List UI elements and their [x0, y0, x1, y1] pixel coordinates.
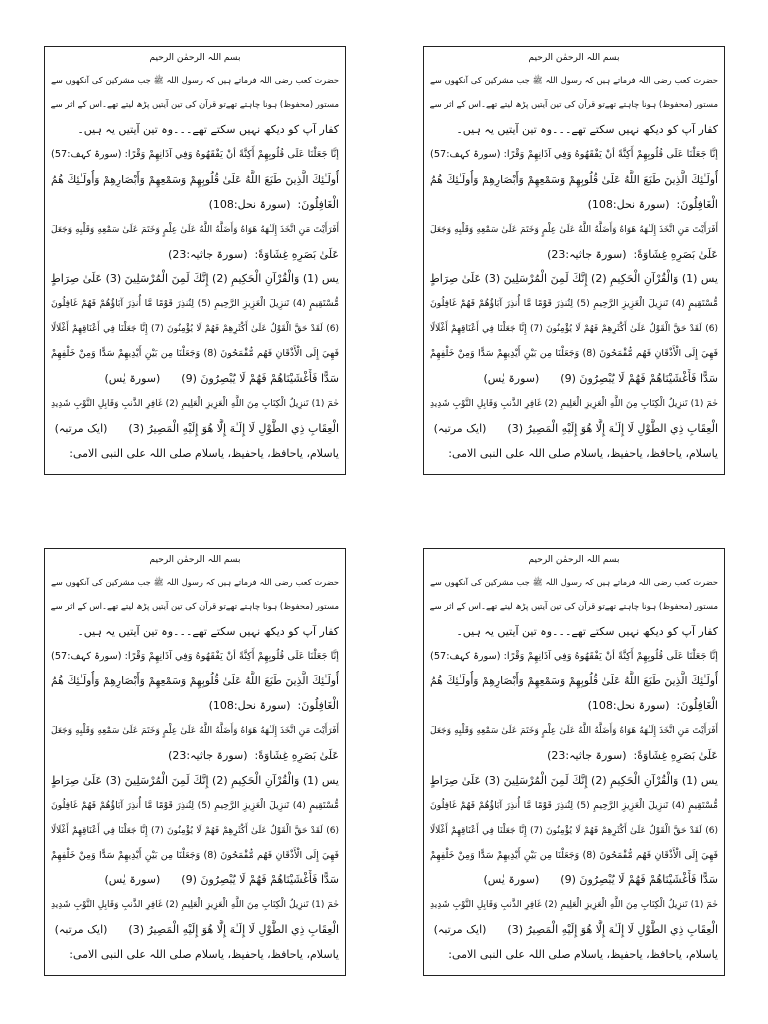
- verse-line: فَهِيَ إِلَى الْأَذْقَانِ فَهُم مُّقْمَحُونَ (8) وَجَعَلْنَا مِن بَيْنِ أَيْدِيهِمْ سَدًّا وَمِنْ خَلْفِهِمْ: [430, 849, 718, 861]
- verse-line: الْعِقَابِ ذِي الطَّوْلِ لَا إِلَـٰهَ إِلَّا هُوَ إِلَيْهِ الْمَصِيرُ (3) (ایک مرتبہ): [433, 422, 718, 436]
- bismillah-heading: بسم اللہ الرحمٰن الرحیم: [149, 555, 241, 565]
- verse-line: سَدًّا فَأَغْشَيْنَاهُمْ فَهُمْ لَا يُبْصِرُونَ (9) (سورۃ یٰس): [104, 873, 339, 887]
- verse-line: الْعِقَابِ ذِي الطَّوْلِ لَا إِلَـٰهَ إِلَّا هُوَ إِلَيْهِ الْمَصِيرُ (3) (ایک مرتبہ): [54, 422, 339, 436]
- text-line: کفار آپ کو دیکھ نہیں سکتے تھے۔۔۔وہ تین آیتیں یہ ہیں۔: [77, 122, 339, 136]
- bismillah-heading: بسم اللہ الرحمٰن الرحیم: [528, 53, 620, 63]
- verse-line: (6) لَقَدْ حَقَّ الْقَوْلُ عَلَىٰ أَكْثَرِهِمْ فَهُمْ لَا يُؤْمِنُونَ (7) إِنَّا جَعَلْنَا فِي أَعْنَاقِهِمْ أَغْلَالًا: [430, 324, 718, 335]
- text-line: کفار آپ کو دیکھ نہیں سکتے تھے۔۔۔وہ تین آیتیں یہ ہیں۔: [456, 122, 718, 136]
- text-line: حضرت کعب رضی اللہ فرماتے ہیں کہ رسول اللہ ﷺ جب مشرکین کی آنکھوں سے: [430, 74, 718, 85]
- verse-line: أَفَرَأَيْتَ مَنِ اتَّخَذَ إِلَـٰهَهُ هَوَاهُ وَأَضَلَّهُ اللَّهُ عَلَىٰ عِلْمٍ وَخَتَمَ عَلَىٰ سَمْعِهِ وَقَلْبِهِ وَجَعَلَ: [51, 726, 339, 737]
- verse-line: الْغَافِلُونَ: (سورۃ نحل:108): [587, 197, 718, 211]
- verse-line: حٰمٓ (1) تَنزِيلُ الْكِتَابِ مِنَ اللَّهِ الْعَزِيزِ الْعَلِيمِ (2) غَافِرِ الذَّنبِ وَقَابِلِ التَّوْبِ شَدِيدِ: [430, 399, 718, 410]
- verse-line: عَلَىٰ بَصَرِهِ غِشَاوَةً: (سورۃ جاثیہ:23): [547, 247, 718, 261]
- text-line: حضرت کعب رضی اللہ فرماتے ہیں کہ رسول اللہ ﷺ جب مشرکین کی آنکھوں سے: [51, 74, 339, 85]
- closing-line: یاسلام، یاحافظ، یاحفیظ، یاسلام صلی اللہ علی النبی الامی:: [448, 447, 718, 460]
- verse-line: (6) لَقَدْ حَقَّ الْقَوْلُ عَلَىٰ أَكْثَرِهِمْ فَهُمْ لَا يُؤْمِنُونَ (7) إِنَّا جَعَلْنَا فِي أَعْنَاقِهِمْ أَغْلَالًا: [51, 825, 339, 836]
- verse-line: يس (1) وَالْقُرْآنِ الْحَكِيمِ (2) إِنَّكَ لَمِنَ الْمُرْسَلِينَ (3) عَلَىٰ صِرَاطٍ: [51, 773, 339, 787]
- verse-line: أُولَـٰئِكَ الَّذِينَ طَبَعَ اللَّهُ عَلَىٰ قُلُوبِهِمْ وَسَمْعِهِمْ وَأَبْصَارِهِمْ وَأُولَـٰئِكَ هُمُ: [430, 674, 718, 688]
- text-line: مستور (محفوظ) ہونا چاہتے تھےتو قرآن کی تین آیتیں پڑھ لیتے تھے۔اس کے اثر سے: [51, 601, 339, 612]
- prayer-card-bottom-right: [423, 548, 725, 976]
- verse-line: عَلَىٰ بَصَرِهِ غِشَاوَةً: (سورۃ جاثیہ:23): [168, 749, 339, 762]
- bismillah-heading: بسم اللہ الرحمٰن الرحیم: [149, 53, 241, 63]
- closing-line: یاسلام، یاحافظ، یاحفیظ، یاسلام صلی اللہ علی النبی الامی:: [448, 948, 718, 961]
- bismillah-heading: بسم اللہ الرحمٰن الرحیم: [528, 555, 620, 565]
- verse-line: الْغَافِلُونَ: (سورۃ نحل:108): [587, 699, 718, 713]
- verse-line: أَفَرَأَيْتَ مَنِ اتَّخَذَ إِلَـٰهَهُ هَوَاهُ وَأَضَلَّهُ اللَّهُ عَلَىٰ عِلْمٍ وَخَتَمَ عَلَىٰ سَمْعِهِ وَقَلْبِهِ وَجَعَلَ: [430, 726, 718, 737]
- text-line: مستور (محفوظ) ہونا چاہتے تھےتو قرآن کی تین آیتیں پڑھ لیتے تھے۔اس کے اثر سے: [430, 601, 718, 612]
- verse-line: عَلَىٰ بَصَرِهِ غِشَاوَةً: (سورۃ جاثیہ:23): [168, 247, 339, 261]
- verse-line: أُولَـٰئِكَ الَّذِينَ طَبَعَ اللَّهُ عَلَىٰ قُلُوبِهِمْ وَسَمْعِهِمْ وَأَبْصَارِهِمْ وَأُولَـٰئِكَ هُمُ: [430, 172, 718, 186]
- verse-line: حٰمٓ (1) تَنزِيلُ الْكِتَابِ مِنَ اللَّهِ الْعَزِيزِ الْعَلِيمِ (2) غَافِرِ الذَّنبِ وَقَابِلِ التَّوْبِ شَدِيدِ: [51, 900, 339, 911]
- verse-line: مُّسْتَقِيمٍ (4) تَنزِيلَ الْعَزِيزِ الرَّحِيمِ (5) لِتُنذِرَ قَوْمًا مَّا أُنذِرَ آبَاؤُهُمْ فَهُمْ غَافِلُونَ: [430, 799, 718, 811]
- verse-line: الْغَافِلُونَ: (سورۃ نحل:108): [208, 699, 339, 713]
- verse-line: سَدًّا فَأَغْشَيْنَاهُمْ فَهُمْ لَا يُبْصِرُونَ (9) (سورۃ یٰس): [483, 873, 718, 887]
- prayer-card-top-right: [423, 46, 725, 475]
- verse-line: فَهِيَ إِلَى الْأَذْقَانِ فَهُم مُّقْمَحُونَ (8) وَجَعَلْنَا مِن بَيْنِ أَيْدِيهِمْ سَدًّا وَمِنْ خَلْفِهِمْ: [430, 348, 718, 360]
- verse-line: إنَّا جَعَلْنَا عَلَى قُلُوبِهِمْ أَكِنَّةً أنْ يَفْقَهُوهُ وَفِي آذَانِهِمْ وَقْرًا: (سورۃ کہف:57): [430, 650, 718, 662]
- verse-line: حٰمٓ (1) تَنزِيلُ الْكِتَابِ مِنَ اللَّهِ الْعَزِيزِ الْعَلِيمِ (2) غَافِرِ الذَّنبِ وَقَابِلِ التَّوْبِ شَدِيدِ: [51, 399, 339, 410]
- verse-line: حٰمٓ (1) تَنزِيلُ الْكِتَابِ مِنَ اللَّهِ الْعَزِيزِ الْعَلِيمِ (2) غَافِرِ الذَّنبِ وَقَابِلِ التَّوْبِ شَدِيدِ: [430, 900, 718, 911]
- verse-line: إنَّا جَعَلْنَا عَلَى قُلُوبِهِمْ أَكِنَّةً أنْ يَفْقَهُوهُ وَفِي آذَانِهِمْ وَقْرًا: (سورۃ کہف:57): [51, 650, 339, 662]
- verse-line: يس (1) وَالْقُرْآنِ الْحَكِيمِ (2) إِنَّكَ لَمِنَ الْمُرْسَلِينَ (3) عَلَىٰ صِرَاطٍ: [430, 773, 718, 787]
- verse-line: إنَّا جَعَلْنَا عَلَى قُلُوبِهِمْ أَكِنَّةً أنْ يَفْقَهُوهُ وَفِي آذَانِهِمْ وَقْرًا: (سورۃ کہف:57): [430, 148, 718, 160]
- prayer-card-bottom-left: [44, 548, 346, 976]
- verse-line: يس (1) وَالْقُرْآنِ الْحَكِيمِ (2) إِنَّكَ لَمِنَ الْمُرْسَلِينَ (3) عَلَىٰ صِرَاطٍ: [430, 272, 718, 286]
- verse-line: عَلَىٰ بَصَرِهِ غِشَاوَةً: (سورۃ جاثیہ:23): [547, 749, 718, 762]
- verse-line: الْعِقَابِ ذِي الطَّوْلِ لَا إِلَـٰهَ إِلَّا هُوَ إِلَيْهِ الْمَصِيرُ (3) (ایک مرتبہ): [433, 923, 718, 937]
- verse-line: أُولَـٰئِكَ الَّذِينَ طَبَعَ اللَّهُ عَلَىٰ قُلُوبِهِمْ وَسَمْعِهِمْ وَأَبْصَارِهِمْ وَأُولَـٰئِكَ هُمُ: [51, 674, 339, 688]
- text-line: کفار آپ کو دیکھ نہیں سکتے تھے۔۔۔وہ تین آیتیں یہ ہیں۔: [77, 624, 339, 638]
- text-line: حضرت کعب رضی اللہ فرماتے ہیں کہ رسول اللہ ﷺ جب مشرکین کی آنکھوں سے: [430, 576, 718, 587]
- prayer-card-top-left: [44, 46, 346, 475]
- verse-line: أَفَرَأَيْتَ مَنِ اتَّخَذَ إِلَـٰهَهُ هَوَاهُ وَأَضَلَّهُ اللَّهُ عَلَىٰ عِلْمٍ وَخَتَمَ عَلَىٰ سَمْعِهِ وَقَلْبِهِ وَجَعَلَ: [51, 224, 339, 235]
- verse-line: فَهِيَ إِلَى الْأَذْقَانِ فَهُم مُّقْمَحُونَ (8) وَجَعَلْنَا مِن بَيْنِ أَيْدِيهِمْ سَدًّا وَمِنْ خَلْفِهِمْ: [51, 348, 339, 360]
- verse-line: أُولَـٰئِكَ الَّذِينَ طَبَعَ اللَّهُ عَلَىٰ قُلُوبِهِمْ وَسَمْعِهِمْ وَأَبْصَارِهِمْ وَأُولَـٰئِكَ هُمُ: [51, 172, 339, 186]
- verse-line: (6) لَقَدْ حَقَّ الْقَوْلُ عَلَىٰ أَكْثَرِهِمْ فَهُمْ لَا يُؤْمِنُونَ (7) إِنَّا جَعَلْنَا فِي أَعْنَاقِهِمْ أَغْلَالًا: [430, 825, 718, 836]
- closing-line: یاسلام، یاحافظ، یاحفیظ، یاسلام صلی اللہ علی النبی الامی:: [69, 948, 339, 961]
- verse-line: سَدًّا فَأَغْشَيْنَاهُمْ فَهُمْ لَا يُبْصِرُونَ (9) (سورۃ یٰس): [483, 372, 718, 386]
- text-line: حضرت کعب رضی اللہ فرماتے ہیں کہ رسول اللہ ﷺ جب مشرکین کی آنکھوں سے: [51, 576, 339, 587]
- verse-line: أَفَرَأَيْتَ مَنِ اتَّخَذَ إِلَـٰهَهُ هَوَاهُ وَأَضَلَّهُ اللَّهُ عَلَىٰ عِلْمٍ وَخَتَمَ عَلَىٰ سَمْعِهِ وَقَلْبِهِ وَجَعَلَ: [430, 224, 718, 235]
- verse-line: إنَّا جَعَلْنَا عَلَى قُلُوبِهِمْ أَكِنَّةً أنْ يَفْقَهُوهُ وَفِي آذَانِهِمْ وَقْرًا: (سورۃ کہف:57): [51, 148, 339, 160]
- verse-line: سَدًّا فَأَغْشَيْنَاهُمْ فَهُمْ لَا يُبْصِرُونَ (9) (سورۃ یٰس): [104, 372, 339, 386]
- verse-line: فَهِيَ إِلَى الْأَذْقَانِ فَهُم مُّقْمَحُونَ (8) وَجَعَلْنَا مِن بَيْنِ أَيْدِيهِمْ سَدًّا وَمِنْ خَلْفِهِمْ: [51, 849, 339, 861]
- verse-line: (6) لَقَدْ حَقَّ الْقَوْلُ عَلَىٰ أَكْثَرِهِمْ فَهُمْ لَا يُؤْمِنُونَ (7) إِنَّا جَعَلْنَا فِي أَعْنَاقِهِمْ أَغْلَالًا: [51, 324, 339, 335]
- text-line: کفار آپ کو دیکھ نہیں سکتے تھے۔۔۔وہ تین آیتیں یہ ہیں۔: [456, 624, 718, 638]
- verse-line: مُّسْتَقِيمٍ (4) تَنزِيلَ الْعَزِيزِ الرَّحِيمِ (5) لِتُنذِرَ قَوْمًا مَّا أُنذِرَ آبَاؤُهُمْ فَهُمْ غَافِلُونَ: [51, 799, 339, 811]
- text-line: مستور (محفوظ) ہونا چاہتے تھےتو قرآن کی تین آیتیں پڑھ لیتے تھے۔اس کے اثر سے: [430, 99, 718, 110]
- verse-line: الْعِقَابِ ذِي الطَّوْلِ لَا إِلَـٰهَ إِلَّا هُوَ إِلَيْهِ الْمَصِيرُ (3) (ایک مرتبہ): [54, 923, 339, 937]
- closing-line: یاسلام، یاحافظ، یاحفیظ، یاسلام صلی اللہ علی النبی الامی:: [69, 447, 339, 460]
- verse-line: مُّسْتَقِيمٍ (4) تَنزِيلَ الْعَزِيزِ الرَّحِيمِ (5) لِتُنذِرَ قَوْمًا مَّا أُنذِرَ آبَاؤُهُمْ فَهُمْ غَافِلُونَ: [51, 298, 339, 310]
- verse-line: الْغَافِلُونَ: (سورۃ نحل:108): [208, 197, 339, 211]
- text-line: مستور (محفوظ) ہونا چاہتے تھےتو قرآن کی تین آیتیں پڑھ لیتے تھے۔اس کے اثر سے: [51, 99, 339, 110]
- verse-line: يس (1) وَالْقُرْآنِ الْحَكِيمِ (2) إِنَّكَ لَمِنَ الْمُرْسَلِينَ (3) عَلَىٰ صِرَاطٍ: [51, 272, 339, 286]
- verse-line: مُّسْتَقِيمٍ (4) تَنزِيلَ الْعَزِيزِ الرَّحِيمِ (5) لِتُنذِرَ قَوْمًا مَّا أُنذِرَ آبَاؤُهُمْ فَهُمْ غَافِلُونَ: [430, 298, 718, 310]
